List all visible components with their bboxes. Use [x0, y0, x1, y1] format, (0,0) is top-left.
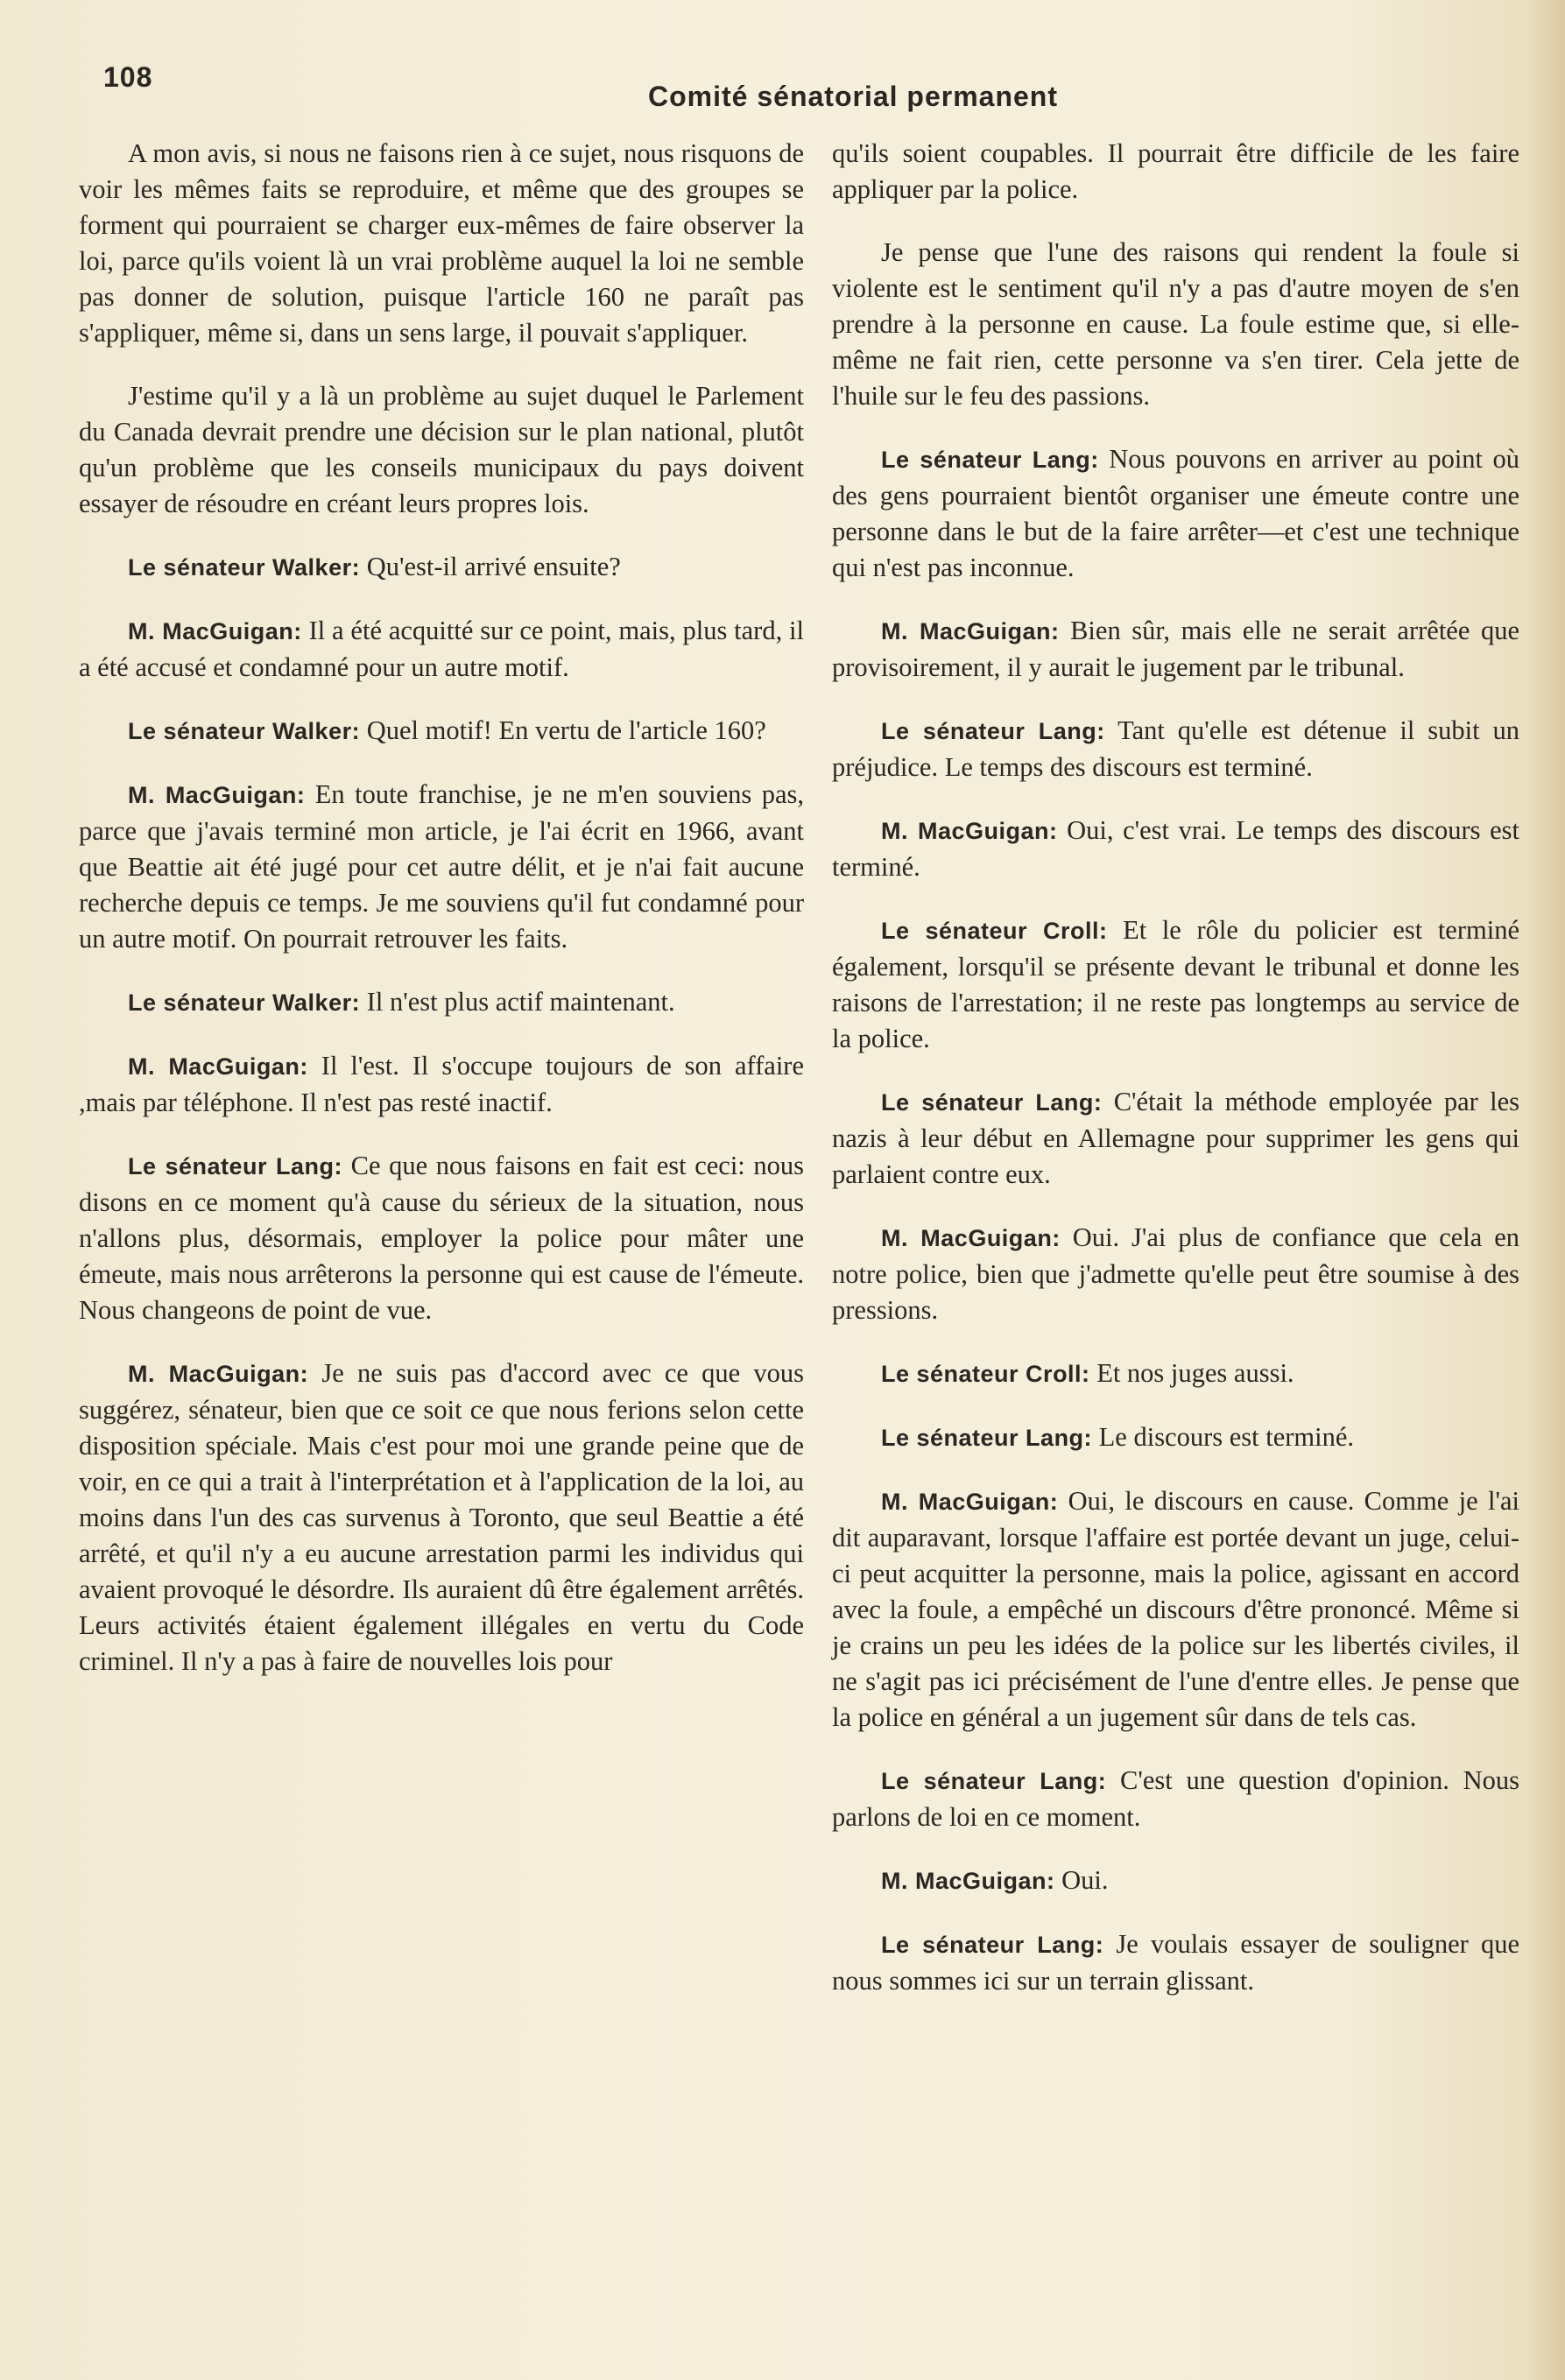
transcript-paragraph — [832, 912, 1519, 1057]
page-number: 108 — [103, 61, 153, 93]
speaker-name: M. MacGuigan: — [128, 1361, 309, 1387]
paragraph-text: Et le rôle du policier est terminé également, lorsqu'il se présente devant le tribunal et donne les raisons de l'arrestation; il ne reste pas longtemps au service de la police. — [832, 915, 1519, 1053]
transcript-paragraph — [79, 777, 804, 957]
transcript-paragraph — [832, 136, 1519, 208]
transcript-paragraph — [832, 713, 1519, 785]
speaker-name: Le sénateur Croll: — [881, 918, 1108, 944]
speaker-name: Le sénateur Lang: — [881, 1425, 1093, 1451]
speaker-name: Le sénateur Lang: — [128, 1153, 343, 1179]
transcript-paragraph — [79, 1355, 804, 1679]
paragraph-text: C'est une question d'opinion. Nous parlons de loi en ce moment. — [832, 1765, 1520, 1832]
paragraph-text: Oui. — [1061, 1865, 1109, 1895]
transcript-paragraph — [832, 1483, 1519, 1736]
page-edge-shadow — [1526, 0, 1565, 2380]
transcript-paragraph — [832, 1763, 1519, 1835]
speaker-name: M. MacGuigan: — [881, 1489, 1059, 1515]
paragraph-text: Je ne suis pas d'accord avec ce que vous suggérez, sénateur, bien que ce soit ce que nous ferions selon cette disposition spéciale. Mais c'est pour moi une grande peine que de voir, en ce qui a trait à l'interprétation et à l'application de la loi, au moins dans l'un des cas survenus à Toronto, que seul Beattie a été arrêté, et qu'il n'y a eu aucune arrestation parmi les individus qui avaient provoqué le désordre. Ils auraient dû être également arrêtés. Leurs activités étaient également illégales en vertu du Code criminel. Il n'y a pas à faire de nouvelles lois pour — [79, 1358, 804, 1676]
paragraph-text: Le discours est terminé. — [1098, 1422, 1355, 1452]
speaker-name: Le sénateur Walker: — [128, 718, 361, 744]
paragraph-text: Tant qu'elle est détenue il subit un préjudice. Le temps des discours est terminé. — [832, 715, 1520, 782]
paragraph-text: Nous pouvons en arriver au point où des gens pourraient bientôt organiser une émeute contre une personne dans le but de la faire arrêter—et c'est une technique qui n'est pas inconnue. — [832, 444, 1520, 582]
speaker-name: Le sénateur Lang: — [881, 1089, 1103, 1116]
paragraph-text: A mon avis, si nous ne faisons rien à ce sujet, nous risquons de voir les mêmes faits se reproduire, et même que des groupes se forment qui pourraient se charger eux-mêmes de faire observer la loi, parce qu'ils voient là un vrai problème auquel la loi ne semble pas donner de solution, puisque l'article 160 ne paraît pas s'appliquer, même si, dans un sens large, il pouvait s'appliquer. — [79, 138, 804, 348]
transcript-paragraph — [79, 613, 804, 686]
paragraph-text: C'était la méthode employée par les nazis à leur début en Allemagne pour supprimer les gens qui parlaient contre eux. — [832, 1087, 1519, 1189]
paragraph-text: qu'ils soient coupables. Il pourrait être difficile de les faire appliquer par la police. — [832, 138, 1519, 204]
speaker-name: M. MacGuigan: — [128, 618, 302, 644]
paragraph-text: Je voulais essayer de souligner que nous sommes ici sur un terrain glissant. — [832, 1929, 1520, 1996]
speaker-name: M. MacGuigan: — [881, 1225, 1061, 1251]
speaker-name: Le sénateur Lang: — [881, 1768, 1107, 1794]
right-column — [832, 136, 1519, 2026]
speaker-name: M. MacGuigan: — [128, 782, 306, 808]
paragraph-text: Qu'est-il arrivé ensuite? — [366, 552, 621, 581]
paragraph-text: Ce que nous faisons en fait est ceci: nous disons en ce moment qu'à cause du sérieux de la situation, nous n'allons plus, désormais, employer la police pour mâter une émeute, mais nous arrêterons la personne qui est cause de l'émeute. Nous changeons de point de vue. — [79, 1151, 805, 1325]
running-head: Comité sénatorial permanent — [648, 81, 1058, 112]
transcript-paragraph — [79, 136, 804, 351]
transcript-paragraph — [832, 813, 1519, 885]
speaker-name: Le sénateur Walker: — [128, 989, 361, 1016]
speaker-name: M. MacGuigan: — [881, 1868, 1055, 1894]
transcript-paragraph — [79, 378, 804, 522]
speaker-name: M. MacGuigan: — [128, 1053, 308, 1080]
paragraph-text: Oui, le discours en cause. Comme je l'ai dit auparavant, lorsque l'affaire est portée devant un juge, celui-ci peut acquitter la personne, mais la police, agissant en accord avec la foule, a empêché un discours d'être prononcé. Même si je crains un peu les idées de la police sur les libertés civiles, il ne s'agit pas ici précisément de l'une d'entre elles. Je pense que la police en général a un jugement sûr dans de tels cas. — [832, 1486, 1519, 1732]
paragraph-text: Bien sûr, mais elle ne serait arrêtée que provisoirement, il y aurait le jugement par le tribunal. — [832, 616, 1519, 682]
transcript-paragraph — [832, 441, 1519, 586]
transcript-paragraph — [79, 549, 804, 586]
paragraph-text: Oui. J'ai plus de confiance que cela en notre police, bien que j'admette qu'elle peut être soumise à des pressions. — [832, 1222, 1519, 1325]
paragraph-text: Il n'est plus actif maintenant. — [366, 987, 675, 1017]
speaker-name: Le sénateur Walker: — [128, 554, 361, 581]
paragraph-text: Oui, c'est vrai. Le temps des discours est terminé. — [832, 815, 1519, 882]
paragraph-text: J'estime qu'il y a là un problème au sujet duquel le Parlement du Canada devrait prendre une décision sur le plan national, plutôt qu'un problème que les conseils municipaux du pays doivent essayer de résoudre en créant leurs propres lois. — [79, 381, 804, 518]
speaker-name: Le sénateur Lang: — [881, 718, 1105, 744]
paragraph-text: Quel motif! En vertu de l'article 160? — [366, 715, 766, 745]
paragraph-text: Je pense que l'une des raisons qui rendent la foule si violente est le sentiment qu'il n'y a pas d'autre moyen de s'en prendre à la personne en cause. La foule estime que, si elle-même ne fait rien, cette personne va s'en tirer. Cela jette de l'huile sur le feu des passions. — [832, 237, 1519, 411]
paragraph-text: Il l'est. Il s'occupe toujours de son affaire ,mais par téléphone. Il n'est pas resté inactif. — [79, 1051, 804, 1117]
transcript-paragraph — [832, 1419, 1519, 1456]
page-header — [103, 61, 1058, 123]
speaker-name: Le sénateur Croll: — [881, 1361, 1090, 1387]
transcript-paragraph — [832, 1220, 1519, 1328]
transcript-paragraph — [832, 1862, 1519, 1899]
speaker-name: M. MacGuigan: — [881, 818, 1058, 844]
transcript-paragraph — [79, 1148, 804, 1328]
paragraph-text: Et nos juges aussi. — [1096, 1358, 1294, 1388]
paragraph-text: Il a été acquitté sur ce point, mais, plus tard, il a été accusé et condamné pour un autre motif. — [79, 616, 804, 682]
speaker-name: M. MacGuigan: — [881, 618, 1060, 644]
left-column — [79, 136, 804, 1707]
transcript-paragraph — [832, 613, 1519, 686]
paragraph-text: En toute franchise, je ne m'en souviens pas, parce que j'avais terminé mon article, je l'ai écrit en 1966, avant que Beattie ait été jugé pour cet autre délit, et je n'ai fait aucune recherche depuis ce temps. Je me souviens qu'il fut condamné pour un autre motif. On pourrait retrouver les faits. — [79, 779, 804, 954]
transcript-paragraph — [79, 1048, 804, 1121]
transcript-paragraph — [832, 1926, 1519, 1999]
speaker-name: Le sénateur Lang: — [881, 1932, 1104, 1958]
transcript-paragraph — [79, 984, 804, 1021]
transcript-paragraph — [832, 1084, 1519, 1193]
transcript-paragraph — [79, 713, 804, 750]
speaker-name: Le sénateur Lang: — [881, 447, 1099, 473]
transcript-paragraph — [832, 1355, 1519, 1392]
transcript-paragraph — [832, 235, 1519, 414]
